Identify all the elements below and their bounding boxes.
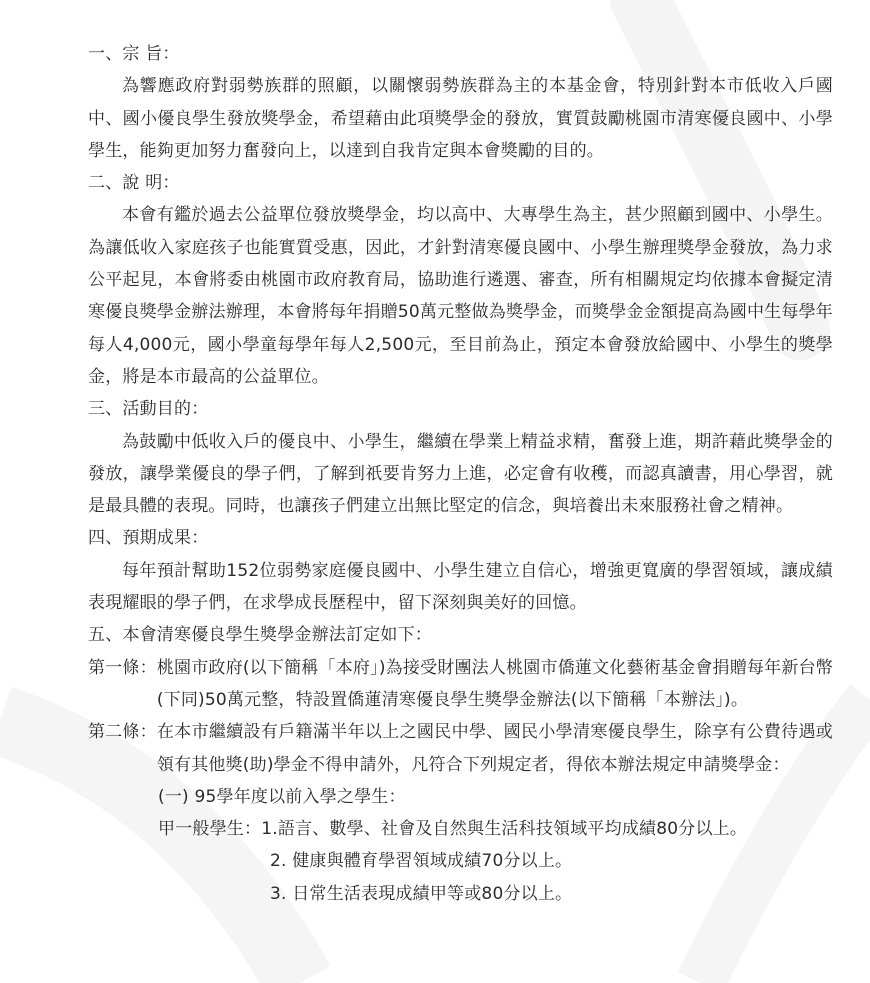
- article-2: [88, 716, 833, 781]
- criteria-item-1: 1.語言、數學、社會及自然與生活科技領域平均成績80分以上。: [261, 819, 748, 840]
- criteria-label-general: 甲一般學生：: [158, 819, 262, 840]
- article-1-text: 桃園市政府(以下簡稱「本府」)為接受財團法人桃園市僑蓮文化藝術基金會捐贈每年新台幣(下同)50萬元整，特設置僑蓮清寒優良學生獎學金辦法(以下簡稱「本辦法」)。: [156, 657, 833, 710]
- article-2-label: 第二條：: [88, 722, 157, 743]
- article-1: [88, 652, 833, 717]
- section-heading-objectives: 三、活動目的：: [88, 399, 209, 420]
- document-page: [88, 38, 833, 910]
- section-heading-description: 二、說 明：: [88, 173, 180, 194]
- section-heading-purpose: 一、宗 旨：: [88, 44, 180, 64]
- criteria-row-1: [88, 813, 833, 845]
- section-heading-expected-results: 四、預期成果：: [88, 528, 209, 549]
- section-paragraph-purpose: 為響應政府對弱勢族群的照顧，以關懷弱勢族群為主的本基金會，特別針對本市低收入戶國中、國小優良學生發放獎學金，希望藉由此項獎學金的發放，實質鼓勵桃園市清寒優良國中、小學學生，能夠更加努力奮發向上，以達到自我肯定與本會獎勵的目的。: [88, 76, 833, 161]
- section-paragraph-expected-results: 每年預計幫助152位弱勢家庭優良國中、小學生建立自信心，增強更寬廣的學習領域，讓成績表現耀眼的學子們，在求學成長歷程中，留下深刻與美好的回憶。: [88, 560, 833, 614]
- section-heading-regulations: 五、本會清寒優良學生獎學金辦法訂定如下：: [88, 625, 432, 646]
- section-paragraph-description: 本會有鑑於過去公益單位發放獎學金，均以高中、大專學生為主，甚少照顧到國中、小學生。為讓低收入家庭孩子也能實質受惠，因此，才針對清寒優良國中、小學生辦理獎學金發放，為力求公平起見，本會將委由桃園市政府教育局，協助進行遴選、審查，所有相關規定均依據本會擬定清寒優良獎學金辦法辦理，本會將每年捐贈50萬元整做為獎學金，而獎學金金額提高為國中生每學年每人4,000元，國小學童每學年每人2,500元，至目前為止，預定本會發放給國中、小學生的獎學金，將是本市最高的公益單位。: [88, 205, 833, 387]
- section-paragraph-objectives: 為鼓勵中低收入戶的優良中、小學生，繼續在學業上精益求精，奮發上進，期許藉此獎學金的發放，讓學業優良的學子們，了解到祇要肯努力上進，必定會有收穫，而認真讀書，用心學習，就是最具體的表現。同時，也讓孩子們建立出無比堅定的信念，與培養出未來服務社會之精神。: [88, 431, 833, 517]
- criteria-item-3: 3. 日常生活表現成績甲等或80分以上。: [270, 883, 573, 904]
- criteria-item-2: 2. 健康與體育學習領域成績70分以上。: [270, 851, 573, 872]
- article-1-label: 第一條：: [88, 657, 157, 678]
- subheading-pre-95: (一) 95學年度以前入學之學生：: [158, 786, 406, 807]
- article-2-text: 在本市繼續設有戶籍滿半年以上之國民中學、國民小學清寒優良學生，除享有公費待遇或領有其他獎(助)學金不得申請外，凡符合下列規定者，得依本辦法規定申請獎學金：: [156, 722, 833, 775]
